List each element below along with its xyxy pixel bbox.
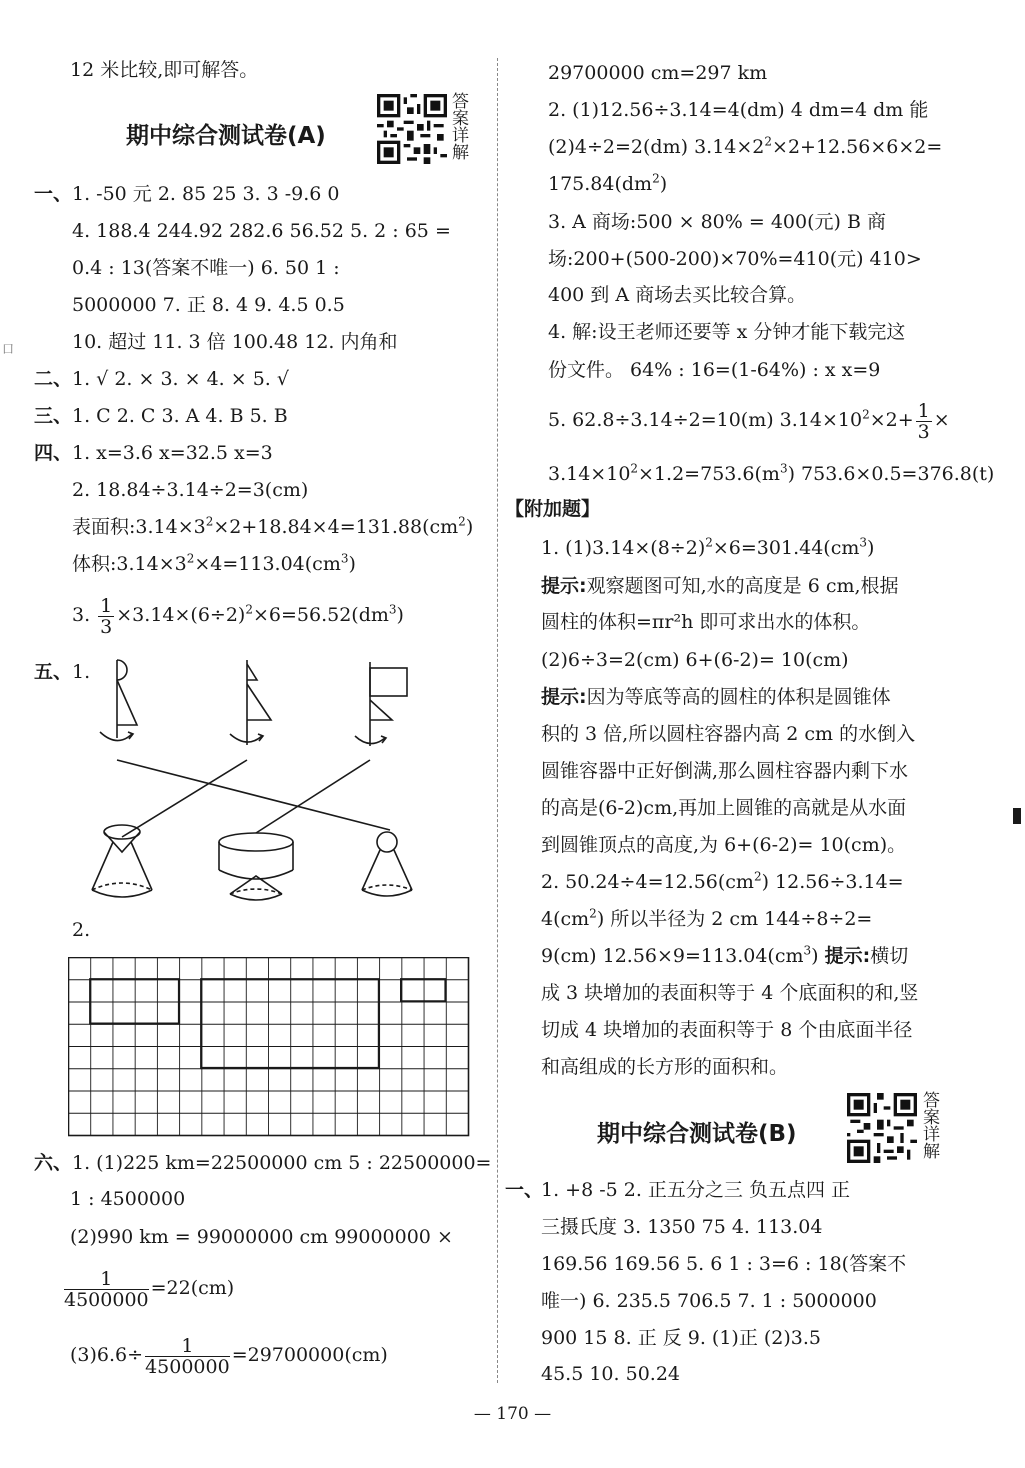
section-title-a: 期中综合测试卷(A) bbox=[126, 123, 326, 149]
text-line: 三摄氏度 3. 1350 75 4. 113.04 bbox=[541, 1216, 823, 1238]
text-line: (2)990 km = 99000000 cm 99000000 × bbox=[70, 1226, 453, 1248]
text-line: 2. $50.24\div 4=12.56(cm^2)$ 12.56÷3.14= bbox=[541, 869, 904, 893]
text-line: 0.4 : 13(答案不唯一) 6. 50 1 : bbox=[72, 257, 340, 279]
text-line: 1. √ 2. × 3. × 4. × 5. √ bbox=[72, 368, 289, 390]
text-line: (3)6.6÷ $\frac{1}{4500000}$ =29700000(cm) bbox=[70, 1334, 388, 1378]
rotation-matching-diagram bbox=[80, 650, 420, 910]
column-divider bbox=[497, 58, 498, 1383]
text-line: 1. C 2. C 3. A 4. B 5. B bbox=[72, 405, 288, 427]
solid-figure-1 bbox=[92, 825, 152, 897]
text-line: 和高组成的长方形的面积和。 bbox=[541, 1056, 789, 1078]
text-line: 169.56 169.56 5. 6 1 : 3=6 : 18(答案不 bbox=[541, 1253, 907, 1275]
text-line: 1 : 4500000 bbox=[70, 1188, 186, 1210]
text-line: $175.84(dm^2)$ bbox=[548, 171, 668, 195]
text-line: (2)4÷2=2(dm) $3.14\times 2^2\times 2+12.56\times 6\times 2=$ bbox=[548, 134, 943, 158]
text-line: 切成 4 块增加的表面积等于 8 个由底面半径 bbox=[541, 1019, 913, 1041]
section-label: 四、 bbox=[34, 442, 73, 464]
text-line: (2)6÷3=2(cm) 6+(6-2)= 10(cm) bbox=[541, 649, 849, 671]
edge-marker bbox=[1013, 808, 1021, 824]
text-line: 体积$:3.14\times 3^2\times 4=113.04(cm^3)$ bbox=[72, 551, 356, 575]
qr-code-icon bbox=[375, 94, 449, 164]
margin-mark: 口 bbox=[2, 342, 15, 356]
match-line bbox=[117, 760, 390, 830]
text-line: 3. $\frac{1}{3}$ $\times 3.14\times(6\div 2)^2\times 6=56.52(dm^3)$ bbox=[72, 594, 404, 638]
text-line: 45.5 10. 50.24 bbox=[541, 1363, 680, 1385]
text-line: 4. 解:设王老师还要等 x 分钟才能下载完这 bbox=[548, 321, 906, 343]
text-line: 9(cm) $12.56\times 9=113.04(cm^3)$ 提示:横切 bbox=[541, 943, 909, 967]
rotation-figure-1 bbox=[100, 660, 137, 741]
text-line: 12 米比较,即可解答。 bbox=[70, 59, 259, 81]
text-line: 1. +8 -5 2. 正五分之三 负五点四 正 bbox=[541, 1179, 851, 1201]
text-line: $4(cm^2)$ 所以半径为 2 cm 144÷8÷2= bbox=[541, 906, 873, 930]
qr-code-label: 答案详解 bbox=[452, 92, 469, 163]
grid-shape-2 bbox=[201, 979, 379, 1068]
section-label: 一、 bbox=[505, 1179, 544, 1201]
text-line: 1. -50 元 2. 85 25 3. 3 -9.6 0 bbox=[72, 183, 340, 205]
text-line: 1. (1)225 km=22500000 cm 5 : 22500000= bbox=[72, 1152, 492, 1174]
text-line: 1. bbox=[72, 661, 91, 683]
grid-shape-1 bbox=[90, 979, 179, 1023]
text-line: 10. 超过 11. 3 倍 100.48 12. 内角和 bbox=[72, 331, 398, 353]
text-line: 5. 62.8÷3.14÷2=10(m) $3.14\times 10^2\times 2+$ $\frac{1}{3}$ × bbox=[548, 399, 950, 443]
section-title-b: 期中综合测试卷(B) bbox=[597, 1121, 797, 1147]
section-label: 一、 bbox=[34, 183, 73, 205]
text-line: 到圆锥顶点的高度,为 6+(6-2)= 10(cm)。 bbox=[541, 834, 907, 856]
grid-shape-3 bbox=[401, 979, 445, 1001]
qr-code-label: 答案详解 bbox=[923, 1091, 940, 1162]
square-grid bbox=[68, 957, 470, 1137]
text-line: 圆锥容器中正好倒满,那么圆柱容器内剩下水 bbox=[541, 760, 909, 782]
solid-figure-3 bbox=[362, 832, 412, 896]
match-line bbox=[256, 760, 370, 833]
text-line: 1. $(1)3.14\times(8\div 2)^2\times 6=301.44(cm^3)$ bbox=[541, 535, 875, 559]
hint-line: 提示:观察题图可知,水的高度是 6 cm,根据 bbox=[541, 575, 899, 597]
qr-code-icon bbox=[845, 1093, 919, 1163]
text-line: 成 3 块增加的表面积等于 4 个底面积的和,竖 bbox=[541, 982, 919, 1004]
text-line: 2. bbox=[72, 919, 91, 941]
section-label: 五、 bbox=[34, 661, 73, 683]
text-line: 的高是(6-2)cm,再加上圆锥的高就是从水面 bbox=[541, 797, 907, 819]
rotation-figure-3 bbox=[355, 662, 407, 746]
section-label: 三、 bbox=[34, 405, 73, 427]
section-label: 六、 bbox=[34, 1152, 73, 1174]
bonus-heading: 【附加题】 bbox=[505, 498, 601, 520]
text-line: 3. A 商场:500 × 80% = 400(元) B 商 bbox=[548, 211, 886, 233]
text-line: 积的 3 倍,所以圆柱容器内高 2 cm 的水倒入 bbox=[541, 723, 916, 745]
hint-line: 提示:因为等底等高的圆柱的体积是圆锥体 bbox=[541, 686, 891, 708]
text-line: 900 15 8. 正 反 9. (1)正 (2)3.5 bbox=[541, 1327, 822, 1349]
text-line: 29700000 cm=297 km bbox=[548, 62, 768, 84]
text-line: 场:200+(500-200)×70%=410(元) 410> bbox=[548, 248, 922, 270]
section-label: 二、 bbox=[34, 368, 73, 390]
text-line: $3.14\times 10^2\times 1.2=753.6(m^3)$ 753.6×0.5=376.8(t) bbox=[548, 461, 995, 485]
text-line: 唯一) 6. 235.5 706.5 7. 1 : 5000000 bbox=[541, 1290, 877, 1312]
text-line: 400 到 A 商场去买比较合算。 bbox=[548, 284, 807, 306]
text-line: 2. 18.84÷3.14÷2=3(cm) bbox=[72, 479, 309, 501]
text-line: 5000000 7. 正 8. 4 9. 4.5 0.5 bbox=[72, 294, 345, 316]
text-line: 份文件。 64% : 16=(1-64%) : x x=9 bbox=[548, 359, 881, 381]
text-line: 圆柱的体积=πr²h 即可求出水的体积。 bbox=[541, 611, 871, 633]
text-line: $\frac{1}{4500000}$ =22(cm) bbox=[64, 1267, 235, 1311]
page-number: — 170 — bbox=[473, 1404, 552, 1424]
text-line: 2. (1)12.56÷3.14=4(dm) 4 dm=4 dm 能 bbox=[548, 99, 929, 121]
rotation-figure-2 bbox=[230, 660, 271, 745]
text-line: 表面积$:3.14\times 3^2\times 2+18.84\times 4=131.88(cm^2)$ bbox=[72, 514, 474, 538]
match-line bbox=[122, 760, 247, 837]
text-line: 1. x=3.6 x=32.5 x=3 bbox=[72, 442, 273, 464]
solid-figure-2 bbox=[219, 833, 293, 900]
text-line: 4. 188.4 244.92 282.6 56.52 5. 2 : 65 = bbox=[72, 220, 451, 242]
